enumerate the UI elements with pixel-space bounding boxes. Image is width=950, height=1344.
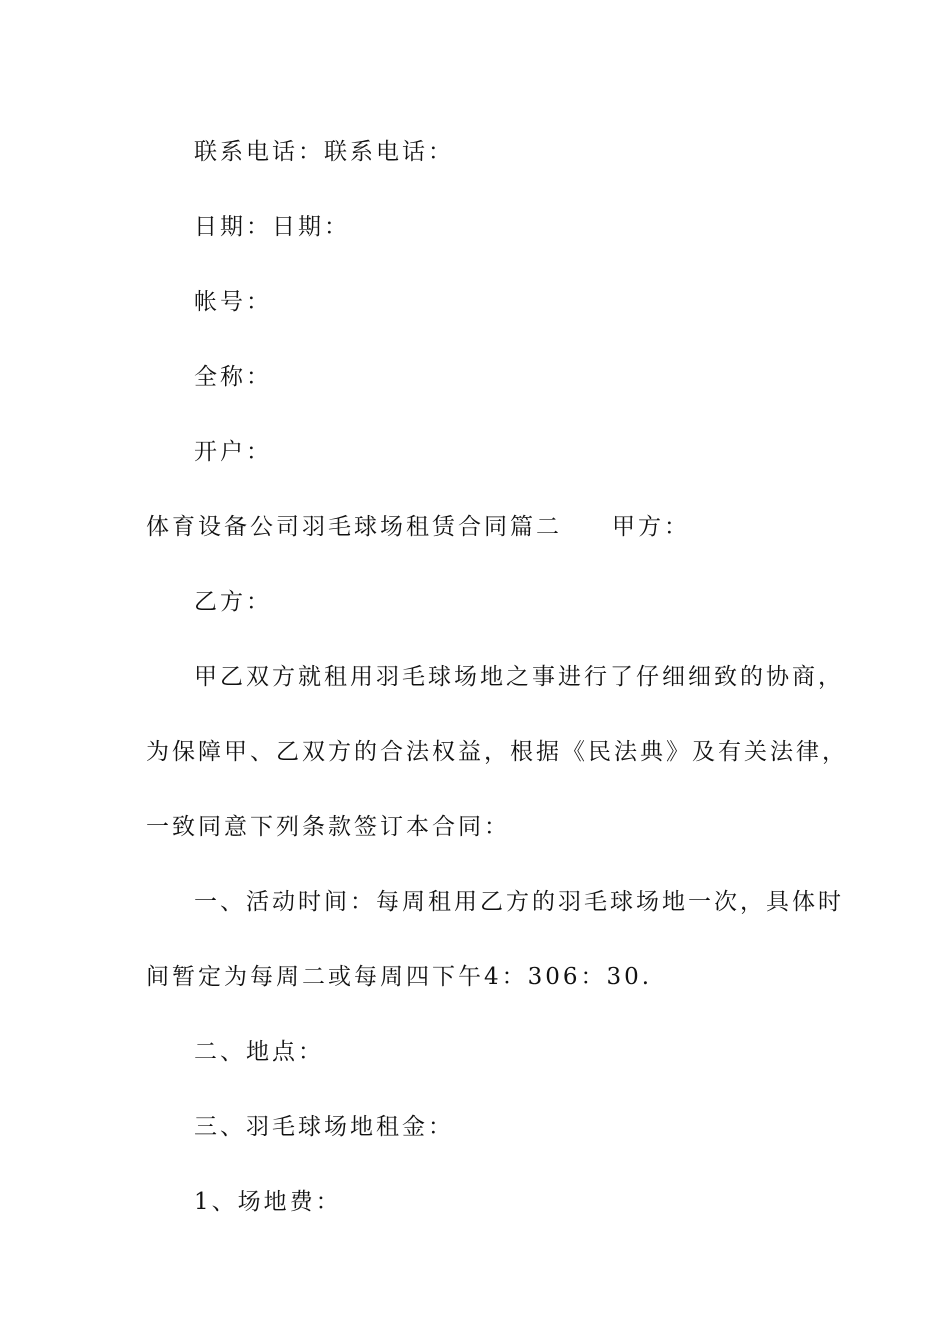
full-name-line: 全称： <box>194 364 272 390</box>
contract-title: 体育设备公司羽毛球场租赁合同篇二 <box>146 514 562 540</box>
intro-line-1: 甲乙双方就租用羽毛球场地之事进行了仔细细致的协商， <box>194 664 844 690</box>
party-b-line: 乙方： <box>194 589 272 615</box>
clause-2-line: 二、地点： <box>194 1039 324 1065</box>
bank-line: 开户： <box>194 439 272 465</box>
account-line: 帐号： <box>194 289 272 315</box>
intro-line-3: 一致同意下列条款签订本合同： <box>146 814 510 840</box>
clause-3-line: 三、羽毛球场地租金： <box>194 1114 454 1140</box>
party-a-label: 甲方： <box>612 514 690 540</box>
date-line: 日期：日期： <box>194 214 350 240</box>
contract-heading-line <box>146 512 826 542</box>
intro-line-2: 为保障甲、乙双方的合法权益，根据《民法典》及有关法律， <box>146 739 848 765</box>
clause-1-line-1: 一、活动时间：每周租用乙方的羽毛球场地一次，具体时 <box>194 889 844 915</box>
contact-phone-line: 联系电话：联系电话： <box>194 139 454 165</box>
venue-fee-line: 1、场地费： <box>194 1189 342 1215</box>
clause-1-line-2: 间暂定为每周二或每周四下午4：306：30. <box>146 964 653 990</box>
